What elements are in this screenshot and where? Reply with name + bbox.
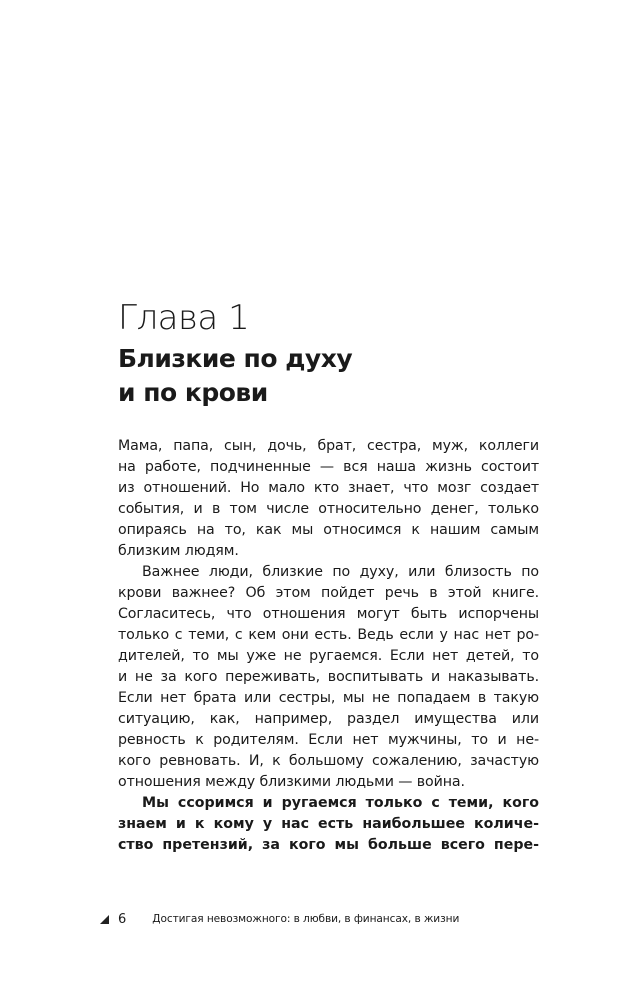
bold-paragraph-line: Мы ссоримся и ругаемся только с теми, кого [142,795,539,811]
chapter-label: Глава 1 [118,298,250,338]
paragraph-1-line: из отношений. Но мало кто знает, что мозг создает [118,480,539,496]
chapter-title [118,342,538,410]
paragraph-1-line: близким людям. [118,543,239,559]
page-footer [100,911,459,927]
chapter-title-line: и по крови [118,378,268,407]
page-number: 6 [118,911,127,927]
running-title: Достигая невозможного: в любви, в финансах, в жизни [152,913,460,925]
paragraph-2-line: крови важнее? Об этом пойдет речь в этой книге. [118,585,539,601]
paragraph-2-line: и не за кого переживать, воспитывать и наказывать. [118,669,539,685]
paragraph-1-line: на работе, подчиненные — вся наша жизнь состоит [118,459,539,475]
paragraph-2-line: Важнее люди, близкие по духу, или близость по [142,564,539,580]
paragraph-2-line: ситуацию, как, например, раздел имущества или [118,711,539,727]
bold-paragraph-line: знаем и к кому у нас есть наибольшее количе- [118,816,539,832]
paragraph-2-line: только с теми, с кем они есть. Ведь если у нас нет ро- [118,627,539,643]
paragraph-1-line: Мама, папа, сын, дочь, брат, сестра, муж, коллеги [118,438,539,454]
paragraph-2-line: дителей, то мы уже не ругаемся. Если нет детей, то [118,648,539,664]
body-text [118,436,539,856]
chapter-title-line: Близкие по духу [118,344,353,373]
paragraph-1-line: события, и в том числе относительно денег, только [118,501,539,517]
paragraph-2-line: Если нет брата или сестры, мы не попадаем в такую [118,690,539,706]
paragraph-1-line: опираясь на то, как мы относимся к нашим самым [118,522,539,538]
paragraph-2-line: кого ревновать. И, к большому сожалению, зачастую [118,753,539,769]
paragraph-2-line: отношения между близкими людьми — война. [118,774,465,790]
bold-paragraph-line: ство претензий, за кого мы больше всего пере- [118,837,539,853]
triangle-corner-icon [100,915,109,924]
paragraph-2-line: Согласитесь, что отношения могут быть испорчены [118,606,539,622]
paragraph-2-line: ревность к родителям. Если нет мужчины, то и не- [118,732,539,748]
